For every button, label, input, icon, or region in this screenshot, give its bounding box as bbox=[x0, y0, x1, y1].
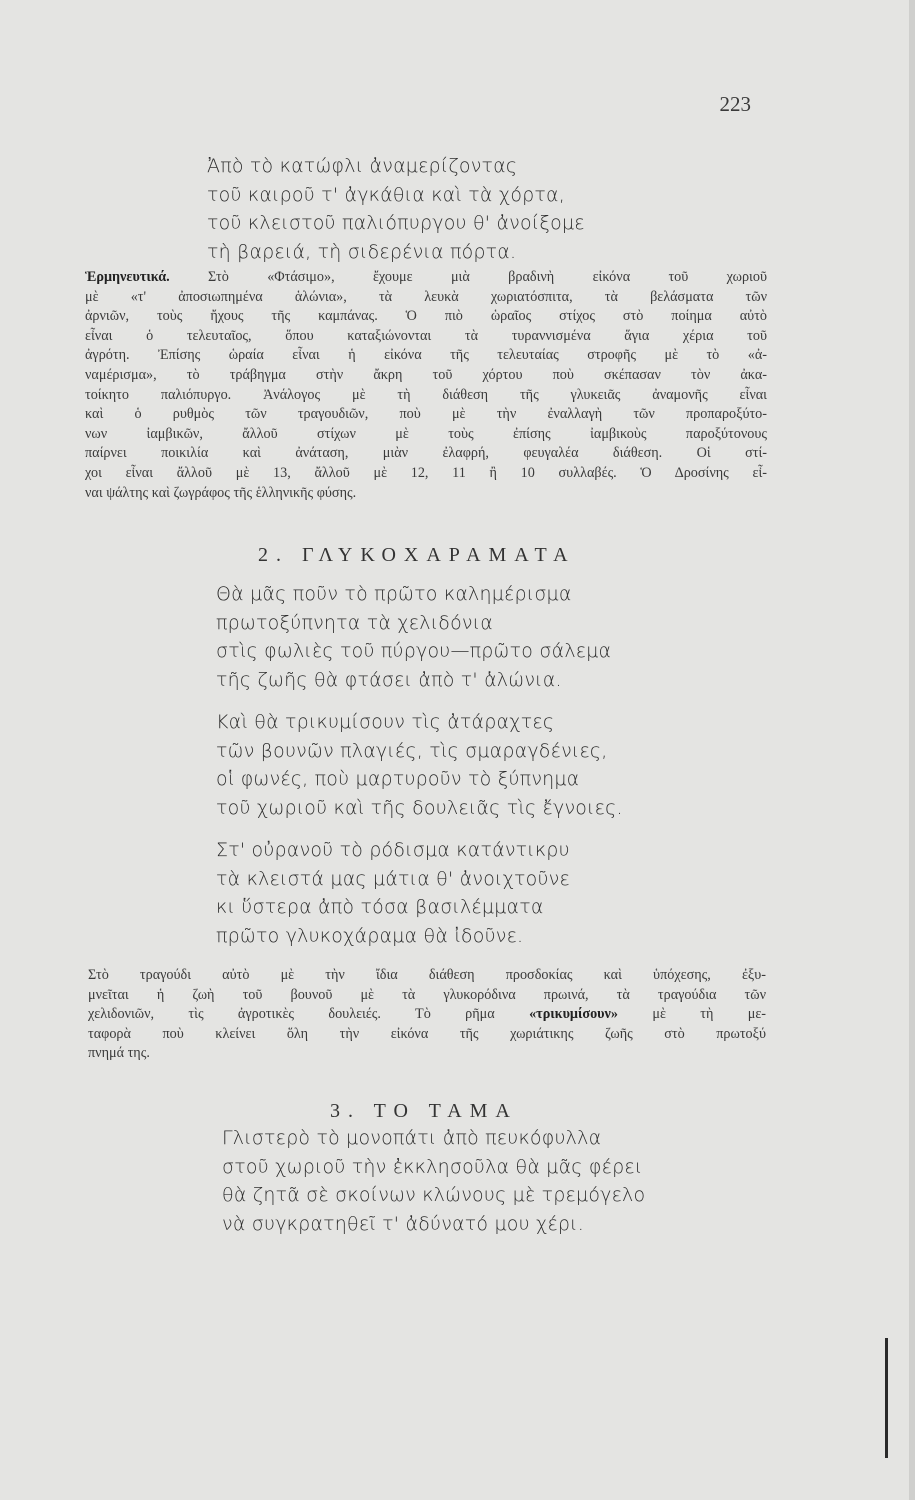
prose-line: ναμέρισμα», τὸ τράβηγμα στὴν ἄκρη τοῦ χόρτου ποὺ σκέπασαν τὸν ἀκα- bbox=[85, 366, 767, 383]
poem-line: στὶς φωλιὲς τοῦ πύργου—πρῶτο σάλεμα bbox=[216, 640, 612, 662]
prose-line: νων ἰαμβικῶν, ἄλλοῦ στίχων μὲ τοὺς ἐπίσης ἰαμβικοὺς παροξύτονους bbox=[85, 425, 767, 442]
stanza-2-3 bbox=[216, 836, 570, 950]
prose-line: ναι ψάλτης καὶ ζωγράφος τῆς ἑλληνικῆς φύσης. bbox=[85, 484, 357, 501]
prose-line: ἀγρότη. Ἐπίσης ὡραία εἶναι ἡ εἰκόνα τῆς τελευταίας στροφῆς μὲ τὸ «ἀ- bbox=[85, 347, 767, 364]
poem-line: τῶν βουνῶν πλαγιές, τὶς σμαραγδένιες, bbox=[216, 739, 608, 762]
prose-line: μνεῖται ἡ ζωὴ τοῦ βουνοῦ μὲ τὰ γλυκορόδινα πρωινά, τὰ τραγούδια τῶν bbox=[88, 986, 766, 1003]
poem-line: τὰ κλειστά μας μάτια θ' ἀνοιχτοῦνε bbox=[216, 867, 570, 890]
margin-ink-line bbox=[885, 1338, 888, 1458]
poem-line: νὰ συγκρατηθεῖ τ' ἀδύνατό μου χέρι. bbox=[222, 1212, 584, 1235]
commentary-label: Ἑρμηνευτικά. bbox=[85, 269, 170, 285]
emphasized-word: «τρικυμίσουν» bbox=[529, 1006, 618, 1023]
prose-line: χελιδονιῶν, τὶς ἀγροτικὲς δουλειές. Τὸ ρῆμα bbox=[88, 1006, 530, 1023]
intro-stanza bbox=[207, 152, 585, 266]
poem-line: θὰ ζητᾶ σὲ σκοίνων κλώνους μὲ τρεμόγελο bbox=[222, 1184, 646, 1206]
poem-line: Στ' οὐρανοῦ τὸ ρόδισμα κατάντικρυ bbox=[216, 839, 570, 861]
poem-line: τὴ βαρειά, τὴ σιδερένια πόρτα. bbox=[207, 240, 517, 263]
prose-line: παίρνει ποικιλία καὶ ἀνάταση, μιὰν ἐλαφρή, φευγαλέα διάθεση. Οἱ στί- bbox=[85, 445, 767, 462]
commentary-paragraph-1 bbox=[85, 268, 767, 503]
poem-line: κι ὕστερα ἀπὸ τόσα βασιλέμματα bbox=[216, 896, 544, 918]
stanza-2-2 bbox=[216, 708, 623, 822]
prose-line: ταφορὰ ποὺ κλείνει ὅλη τὴν εἰκόνα τῆς χωριάτικης ζωῆς στὸ πρωτοξύ bbox=[88, 1025, 766, 1042]
prose-line: καὶ ὁ ρυθμὸς τῶν τραγουδιῶν, ποὺ μὲ τὴν ἐναλλαγὴ τῶν προπαροξύτο- bbox=[85, 406, 767, 423]
poem-line: τῆς ζωῆς θὰ φτάσει ἀπὸ τ' ἁλώνια. bbox=[216, 668, 562, 691]
prose-line: πνημά της. bbox=[88, 1045, 150, 1062]
poem-line: πρωτοξύπνητα τὰ χελιδόνια bbox=[216, 611, 494, 634]
poem-line: οἱ φωνές, ποὺ μαρτυροῦν τὸ ξύπνημα bbox=[216, 768, 580, 790]
poem-line: τοῦ κλειστοῦ παλιόπυργου θ' ἀνοίξομε bbox=[207, 212, 585, 234]
poem-line: πρῶτο γλυκοχάραμα θὰ ἰδοῦνε. bbox=[216, 924, 524, 947]
poem-line: Καὶ θὰ τρικυμίσουν τὶς ἀτάραχτες bbox=[216, 711, 555, 733]
section-heading-3: 3. ΤΟ ΤΑΜΑ bbox=[330, 1100, 518, 1122]
commentary-paragraph-2 bbox=[88, 966, 766, 1064]
prose-line: τοίκητο παλιόπυργο. Ἀνάλογος μὲ τὴ διάθεση τῆς γλυκειᾶς ἀναμονῆς εἶναι bbox=[85, 386, 767, 403]
stanza-3-1 bbox=[222, 1124, 645, 1238]
section-heading-2: 2. ΓΛΥΚΟΧΑΡΑΜΑΤΑ bbox=[258, 544, 576, 566]
poem-line: τοῦ χωριοῦ καὶ τῆς δουλειᾶς τὶς ἔγνοιες. bbox=[216, 796, 623, 819]
poem-line: στοῦ χωριοῦ τὴν ἐκκλησοῦλα θὰ μᾶς φέρει bbox=[222, 1155, 643, 1178]
prose-line: Στὸ «Φτάσιμο», ἔχουμε μιὰ βραδινὴ εἰκόνα τοῦ χωριοῦ bbox=[169, 269, 767, 285]
prose-line: μὲ «τ' ἀποσιωπημένα ἁλώνια», τὰ λευκὰ χωριατόσπιτα, τὰ βελάσματα τῶν bbox=[85, 288, 767, 305]
poem-line: Ἀπὸ τὸ κατώφλι ἀναμερίζοντας bbox=[207, 155, 518, 177]
prose-line: ἀρνιῶν, τοὺς ἤχους τῆς καμπάνας. Ὁ πιὸ ὡραῖος στίχος στὸ ποίημα αὐτὸ bbox=[85, 308, 767, 325]
prose-line: Στὸ τραγούδι αὐτὸ μὲ τὴν ἴδια διάθεση προσδοκίας καὶ ὑπόχεσης, ἐξυ- bbox=[88, 967, 766, 983]
prose-line: εἶναι ὁ τελευταῖος, ὅπου καταξιώνονται τὰ τυραννισμένα ἅγια χέρια τοῦ bbox=[85, 327, 767, 344]
poem-line: τοῦ καιροῦ τ' ἀγκάθια καὶ τὰ χόρτα, bbox=[207, 183, 566, 206]
page-number: 223 bbox=[719, 92, 751, 116]
poem-line: Γλιστερὸ τὸ μονοπάτι ἀπὸ πευκόφυλλα bbox=[222, 1127, 602, 1149]
prose-line-tail: μὲ τὴ με- bbox=[617, 1006, 766, 1023]
prose-line: χοι εἶναι ἄλλοῦ μὲ 13, ἄλλοῦ μὲ 12, 11 ἢ 10 συλλαβές. Ὁ Δροσίνης εἶ- bbox=[85, 464, 767, 481]
stanza-2-1 bbox=[216, 580, 611, 694]
page-edge bbox=[909, 0, 915, 1500]
poem-line: Θὰ μᾶς ποῦν τὸ πρῶτο καλημέρισμα bbox=[216, 583, 572, 605]
